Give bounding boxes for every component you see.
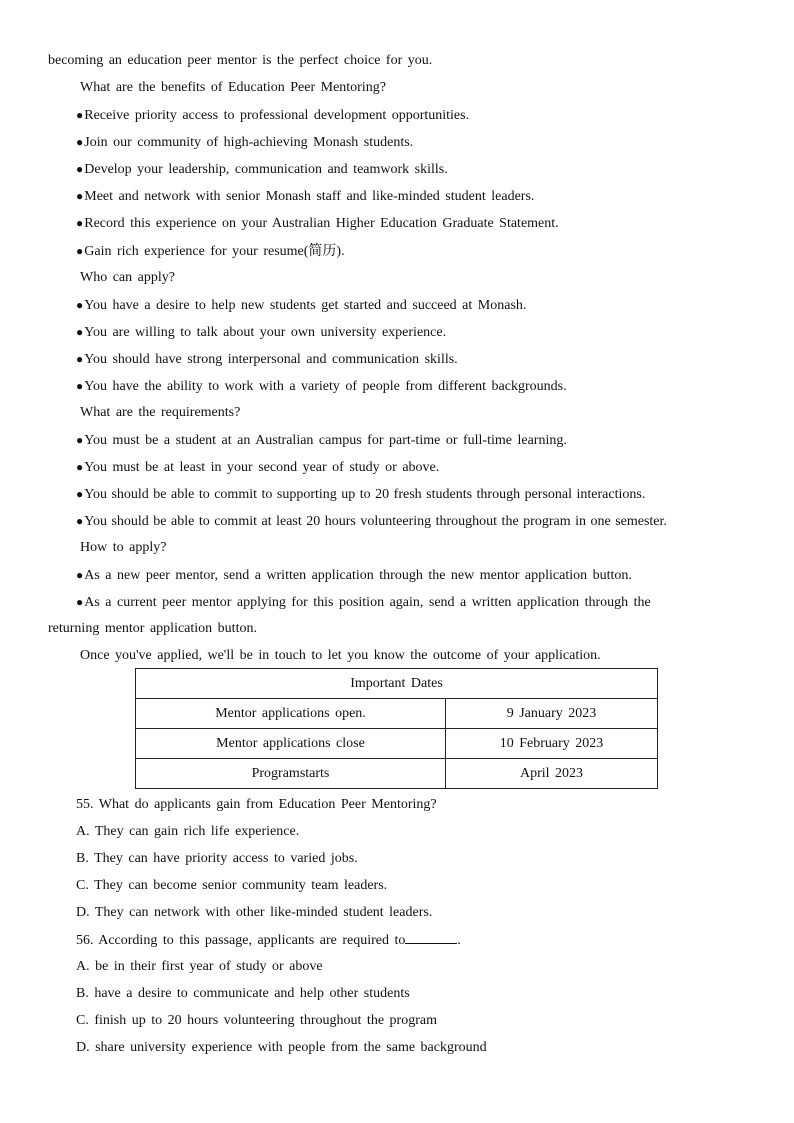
bullet-icon: ● <box>76 487 84 501</box>
table-cell-label: Mentor applications open. <box>136 699 446 729</box>
requirement-text: You should be able to commit at least 20 hours volunteering throughout the program in one semester. <box>84 514 667 529</box>
requirement-text: You must be a student at an Australian campus for part-time or full-time learning. <box>84 433 567 448</box>
table-title: Important Dates <box>136 669 658 699</box>
table-row <box>136 759 658 789</box>
benefit-item <box>76 187 534 206</box>
how-text: As a new peer mentor, send a written application through the new mentor application button. <box>84 568 632 583</box>
benefit-text: Develop your leadership, communication and teamwork skills. <box>84 162 448 177</box>
question-56-stem-line <box>76 931 461 950</box>
table-cell-date: 10 February 2023 <box>446 729 658 759</box>
how-item <box>76 566 632 585</box>
question-56-option-a: A. be in their first year of study or above <box>76 959 323 974</box>
bullet-icon: ● <box>76 568 84 582</box>
how-text: As a current peer mentor applying for this position again, send a written application through the <box>84 595 651 610</box>
requirements-heading: What are the requirements? <box>80 405 241 420</box>
bullet-icon: ● <box>76 244 84 258</box>
question-55-stem: 55. What do applicants gain from Education Peer Mentoring? <box>76 797 437 812</box>
benefit-item <box>76 160 448 179</box>
who-item <box>76 323 446 342</box>
important-dates-table <box>135 668 658 789</box>
bullet-icon: ● <box>76 108 84 122</box>
bullet-icon: ● <box>76 460 84 474</box>
question-56-option-b: B. have a desire to communicate and help other students <box>76 986 410 1001</box>
who-item <box>76 296 526 315</box>
question-55-option-b: B. They can have priority access to varied jobs. <box>76 851 358 866</box>
requirement-item <box>76 512 667 531</box>
question-56-stem-end: . <box>457 933 461 948</box>
intro-line: becoming an education peer mentor is the perfect choice for you. <box>48 53 433 68</box>
requirement-item <box>76 485 645 504</box>
table-row <box>136 699 658 729</box>
benefit-item <box>76 133 413 152</box>
who-heading: Who can apply? <box>80 270 175 285</box>
bullet-icon: ● <box>76 216 84 230</box>
benefit-text: Meet and network with senior Monash staff and like-minded student leaders. <box>84 189 535 204</box>
table-cell-label: Mentor applications close <box>136 729 446 759</box>
table-cell-date: 9 January 2023 <box>446 699 658 729</box>
question-56-stem: 56. According to this passage, applicants are required to <box>76 933 406 948</box>
bullet-icon: ● <box>76 514 84 528</box>
table-row <box>136 729 658 759</box>
question-56-option-c: C. finish up to 20 hours volunteering throughout the program <box>76 1013 437 1028</box>
who-text: You have a desire to help new students get started and succeed at Monash. <box>84 298 527 313</box>
table-cell-label: Programstarts <box>136 759 446 789</box>
benefit-text: Gain rich experience for your resume(简历). <box>84 244 345 259</box>
benefit-item <box>76 214 559 233</box>
bullet-icon: ● <box>76 325 84 339</box>
bullet-icon: ● <box>76 135 84 149</box>
who-text: You have the ability to work with a variety of people from different backgrounds. <box>84 379 567 394</box>
bullet-icon: ● <box>76 595 84 609</box>
question-56-option-d: D. share university experience with people from the same background <box>76 1040 487 1055</box>
how-text-continued: returning mentor application button. <box>48 621 257 636</box>
requirement-text: You must be at least in your second year of study or above. <box>84 460 440 475</box>
bullet-icon: ● <box>76 298 84 312</box>
benefits-heading: What are the benefits of Education Peer Mentoring? <box>80 80 386 95</box>
benefit-text: Join our community of high-achieving Monash students. <box>84 135 414 150</box>
benefit-item <box>76 106 469 125</box>
how-item <box>76 593 651 612</box>
who-text: You should have strong interpersonal and communication skills. <box>84 352 458 367</box>
table-cell-date: April 2023 <box>446 759 658 789</box>
question-55-option-c: C. They can become senior community team leaders. <box>76 878 388 893</box>
how-heading: How to apply? <box>80 540 167 555</box>
bullet-icon: ● <box>76 189 84 203</box>
bullet-icon: ● <box>76 379 84 393</box>
question-55-option-d: D. They can network with other like-minded student leaders. <box>76 905 433 920</box>
question-55-option-a: A. They can gain rich life experience. <box>76 824 300 839</box>
requirement-item <box>76 431 567 450</box>
benefit-item <box>76 242 345 261</box>
who-text: You are willing to talk about your own university experience. <box>84 325 447 340</box>
who-item <box>76 377 567 396</box>
who-item <box>76 350 458 369</box>
closing-line: Once you've applied, we'll be in touch to let you know the outcome of your application. <box>80 648 601 663</box>
bullet-icon: ● <box>76 352 84 366</box>
requirement-text: You should be able to commit to supporting up to 20 fresh students through personal interactions. <box>84 487 646 502</box>
requirement-item <box>76 458 439 477</box>
bullet-icon: ● <box>76 162 84 176</box>
bullet-icon: ● <box>76 433 84 447</box>
benefit-text: Record this experience on your Australian Higher Education Graduate Statement. <box>84 216 559 231</box>
answer-blank <box>405 931 457 944</box>
benefit-text: Receive priority access to professional development opportunities. <box>84 108 470 123</box>
table-title-row <box>136 669 658 699</box>
